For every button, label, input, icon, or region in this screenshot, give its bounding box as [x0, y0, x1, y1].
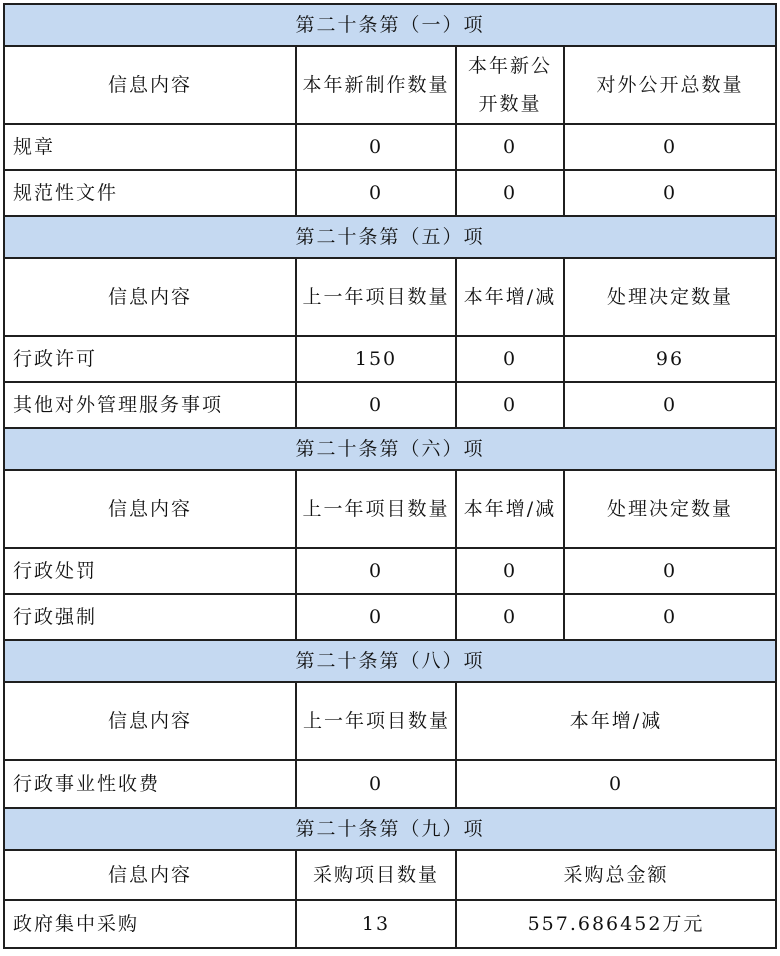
- row-label: 其他对外管理服务事项: [4, 382, 296, 428]
- header-cell: 本年新制作数量: [296, 46, 456, 124]
- table-row: [4, 900, 776, 948]
- header-cell: 采购总金额: [456, 850, 776, 900]
- table-cell: 0: [456, 760, 776, 808]
- header-cell: 信息内容: [4, 850, 296, 900]
- header-row: [4, 682, 776, 760]
- header-cell: 信息内容: [4, 470, 296, 548]
- header-cell: 采购项目数量: [296, 850, 456, 900]
- table-cell: 0: [296, 170, 456, 216]
- table-cell: 0: [456, 382, 564, 428]
- table-row: [4, 336, 776, 382]
- table-row: [4, 594, 776, 640]
- header-cell: 本年增/减: [456, 258, 564, 336]
- table-cell: 0: [564, 382, 776, 428]
- section-title-row: [4, 216, 776, 258]
- header-cell: 信息内容: [4, 46, 296, 124]
- row-label: 规范性文件: [4, 170, 296, 216]
- section-title: 第二十条第（五）项: [4, 216, 776, 258]
- row-label: 行政许可: [4, 336, 296, 382]
- table-cell: 0: [456, 548, 564, 594]
- header-cell: 上一年项目数量: [296, 258, 456, 336]
- table-cell: 557.686452万元: [456, 900, 776, 948]
- header-cell: 对外公开总数量: [564, 46, 776, 124]
- header-row: [4, 850, 776, 900]
- table-cell: 0: [296, 382, 456, 428]
- table-cell: 0: [296, 760, 456, 808]
- section-title-row: [4, 428, 776, 470]
- section-title-row: [4, 808, 776, 850]
- section-title-row: [4, 640, 776, 682]
- table-cell: 13: [296, 900, 456, 948]
- table-cell: 0: [456, 124, 564, 170]
- section-title: 第二十条第（六）项: [4, 428, 776, 470]
- table-cell: 0: [564, 594, 776, 640]
- header-cell: 本年新公开数量: [456, 46, 564, 124]
- table-cell: 96: [564, 336, 776, 382]
- section-title: 第二十条第（九）项: [4, 808, 776, 850]
- header-cell: 处理决定数量: [564, 258, 776, 336]
- table-cell: 0: [564, 124, 776, 170]
- header-row: [4, 470, 776, 548]
- section-title-row: [4, 4, 776, 46]
- table-cell: 0: [564, 548, 776, 594]
- table-cell: 0: [456, 594, 564, 640]
- header-row: [4, 46, 776, 124]
- table-cell: 0: [564, 170, 776, 216]
- table-row: [4, 548, 776, 594]
- table-cell: 0: [456, 336, 564, 382]
- table-cell: 0: [296, 124, 456, 170]
- row-label: 政府集中采购: [4, 900, 296, 948]
- table-row: [4, 382, 776, 428]
- table-cell: 150: [296, 336, 456, 382]
- table-row: [4, 760, 776, 808]
- row-label: 行政事业性收费: [4, 760, 296, 808]
- table-cell: 0: [456, 170, 564, 216]
- row-label: 行政强制: [4, 594, 296, 640]
- header-row: [4, 258, 776, 336]
- row-label: 行政处罚: [4, 548, 296, 594]
- disclosure-table: [3, 3, 777, 949]
- row-label: 规章: [4, 124, 296, 170]
- header-cell: 处理决定数量: [564, 470, 776, 548]
- header-cell: 上一年项目数量: [296, 470, 456, 548]
- table-row: [4, 170, 776, 216]
- header-cell: 本年增/减: [456, 470, 564, 548]
- header-cell: 信息内容: [4, 258, 296, 336]
- header-cell: 上一年项目数量: [296, 682, 456, 760]
- table-row: [4, 124, 776, 170]
- table-cell: 0: [296, 548, 456, 594]
- section-title: 第二十条第（一）项: [4, 4, 776, 46]
- section-title: 第二十条第（八）项: [4, 640, 776, 682]
- header-cell: 信息内容: [4, 682, 296, 760]
- header-cell: 本年增/减: [456, 682, 776, 760]
- table-cell: 0: [296, 594, 456, 640]
